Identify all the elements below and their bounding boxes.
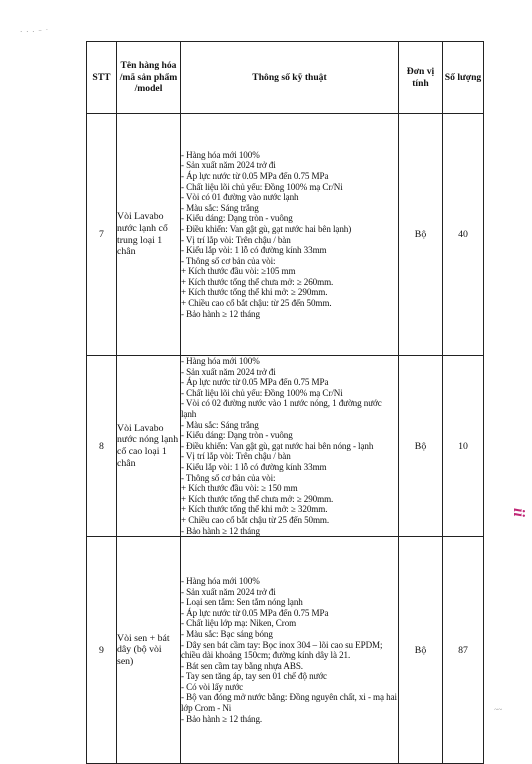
spec-line: + Kích thước tổng thể khi mở: ≥ 290mm.	[181, 287, 328, 298]
spec-line: - Bát sen cầm tay bằng nhựa ABS.	[181, 660, 303, 671]
table-row	[87, 537, 484, 764]
spec-line: - Màu sắc: Sáng trắng	[181, 202, 259, 213]
row-unit: Bộ	[399, 356, 443, 537]
spec-line: - Bảo hành ≥ 12 tháng	[181, 308, 260, 319]
spec-line: - Vị trí lắp vòi: Trên chậu / bàn	[181, 451, 291, 462]
spec-line: - Bảo hành ≥ 12 tháng.	[181, 713, 263, 724]
spec-line: + Kích thước tổng thể chưa mở: ≥ 290mm.	[181, 493, 334, 504]
spec-line: - Kiểu lắp vòi: 1 lỗ có đường kính 33mm	[181, 245, 327, 256]
row-stt: 7	[87, 114, 117, 356]
spec-line: - Hàng hóa mới 100%	[181, 356, 260, 366]
spec-line: - Vòi có 02 đường nước vào 1 nước nóng, 1 đường nước lạnh	[181, 398, 382, 419]
spec-line: + Chiều cao cổ bắt chậu: từ 25 đến 50mm.	[181, 298, 332, 309]
spec-line: - Sản xuất năm 2024 trở đi	[181, 160, 276, 171]
spec-line: - Loại sen tắm: Sen tắm nóng lạnh	[181, 597, 303, 608]
header-specs: Thông số kỹ thuật	[181, 42, 399, 114]
spec-line: - Có vòi lấy nước	[181, 681, 244, 692]
scan-foot-mark: ~~	[494, 706, 502, 714]
row-quantity: 87	[443, 537, 484, 764]
spec-line: - Sản xuất năm 2024 trở đi	[181, 366, 276, 377]
table-row	[87, 114, 484, 356]
handwritten-edge-mark: ii	[510, 508, 527, 517]
row-quantity: 10	[443, 356, 484, 537]
spec-line: - Kiểu lắp vòi: 1 lỗ có đường kính 33mm	[181, 461, 327, 472]
spec-line: - Thông số cơ bản của vòi:	[181, 255, 276, 266]
row-unit: Bộ	[399, 114, 443, 356]
spec-line: - Kiểu dáng: Dạng tròn - vuông	[181, 430, 293, 441]
table-row	[87, 356, 484, 537]
spec-line: - Bộ van đóng mở nước bằng: Đồng nguyên chất, xi - mạ hai lớp Crom - Ni	[181, 692, 397, 714]
row-unit: Bộ	[399, 537, 443, 764]
spec-line: - Hàng hóa mới 100%	[181, 575, 260, 586]
scan-marks: · · · ⁻ ˙	[20, 28, 50, 36]
spec-line: - Điều khiển: Van gật gù, gạt nước hai bên nóng - lạnh	[181, 440, 374, 451]
row-specs	[181, 114, 399, 356]
spec-line: - Vòi có 01 đường vào nước lạnh	[181, 192, 299, 203]
spec-line: - Áp lực nước từ 0.05 MPa đến 0.75 MPa	[181, 170, 329, 181]
spec-line: - Áp lực nước từ 0.05 MPa đến 0.75 MPa	[181, 377, 329, 388]
row-specs	[181, 356, 399, 537]
header-unit: Đơn vị tính	[399, 42, 443, 114]
header-stt: STT	[87, 42, 117, 114]
row-stt: 9	[87, 537, 117, 764]
spec-line: - Chất liệu lõi chủ yếu: Đồng 100% mạ Cr/Ni	[181, 387, 343, 398]
row-product-name: Vòi Lavabo nước lạnh cổ trung loại 1 chân	[117, 114, 181, 356]
spec-table	[86, 41, 484, 764]
row-quantity: 40	[443, 114, 484, 356]
spec-line: + Kích thước tổng thể chưa mở: ≥ 260mm.	[181, 276, 334, 287]
spec-line: - Dây sen bát cầm tay: Bọc inox 304 – lõi cao su EPDM; chiều dài khoảng 150cm; đường kính dây là 21.	[181, 639, 383, 661]
spec-line: - Điều khiển: Van gật gù, gạt nước hai bên lạnh)	[181, 223, 352, 234]
header-qty: Số lượng	[443, 42, 484, 114]
table-header-row	[87, 42, 484, 114]
spec-line: - Thông số cơ bản của vòi:	[181, 472, 276, 483]
spec-line: - Vị trí lắp vòi: Trên chậu / bàn	[181, 234, 291, 245]
spec-line: + Chiều cao cổ bắt chậu từ 25 đến 50mm.	[181, 514, 330, 525]
spec-line: - Chất liệu lõi chủ yếu: Đồng 100% mạ Cr/Ni	[181, 181, 343, 192]
header-name: Tên hàng hóa /mã sản phẩm /model	[117, 42, 181, 114]
spec-line: - Màu sắc: Bạc sáng bóng	[181, 628, 273, 639]
spec-line: - Sản xuất năm 2024 trở đi	[181, 586, 276, 597]
spec-line: - Tay sen tăng áp, tay sen 01 chế độ nước	[181, 671, 327, 682]
spec-line: - Bảo hành ≥ 12 tháng	[181, 525, 260, 536]
spec-line: + Kích thước đầu vòi: ≥105 mm	[181, 266, 296, 277]
spec-line: - Hàng hóa mới 100%	[181, 149, 260, 160]
row-stt: 8	[87, 356, 117, 537]
spec-line: + Kích thước đầu vòi: ≥ 150 mm	[181, 483, 298, 494]
spec-line: - Kiểu dáng: Dạng tròn - vuông	[181, 213, 293, 224]
row-product-name: Vòi sen + bát dây (bộ vòi sen)	[117, 537, 181, 764]
row-product-name: Vòi Lavabo nước nóng lạnh cổ cao loại 1 chân	[117, 356, 181, 537]
spec-line: - Màu sắc: Sáng trắng	[181, 419, 259, 430]
spec-line: + Kích thước tổng thể khi mở: ≥ 320mm.	[181, 504, 328, 515]
spec-line: - Áp lực nước từ 0.05 MPa đến 0.75 MPa	[181, 607, 329, 618]
row-specs	[181, 537, 399, 764]
spec-line: - Chất liệu lớp mạ: Niken, Crom	[181, 618, 297, 629]
